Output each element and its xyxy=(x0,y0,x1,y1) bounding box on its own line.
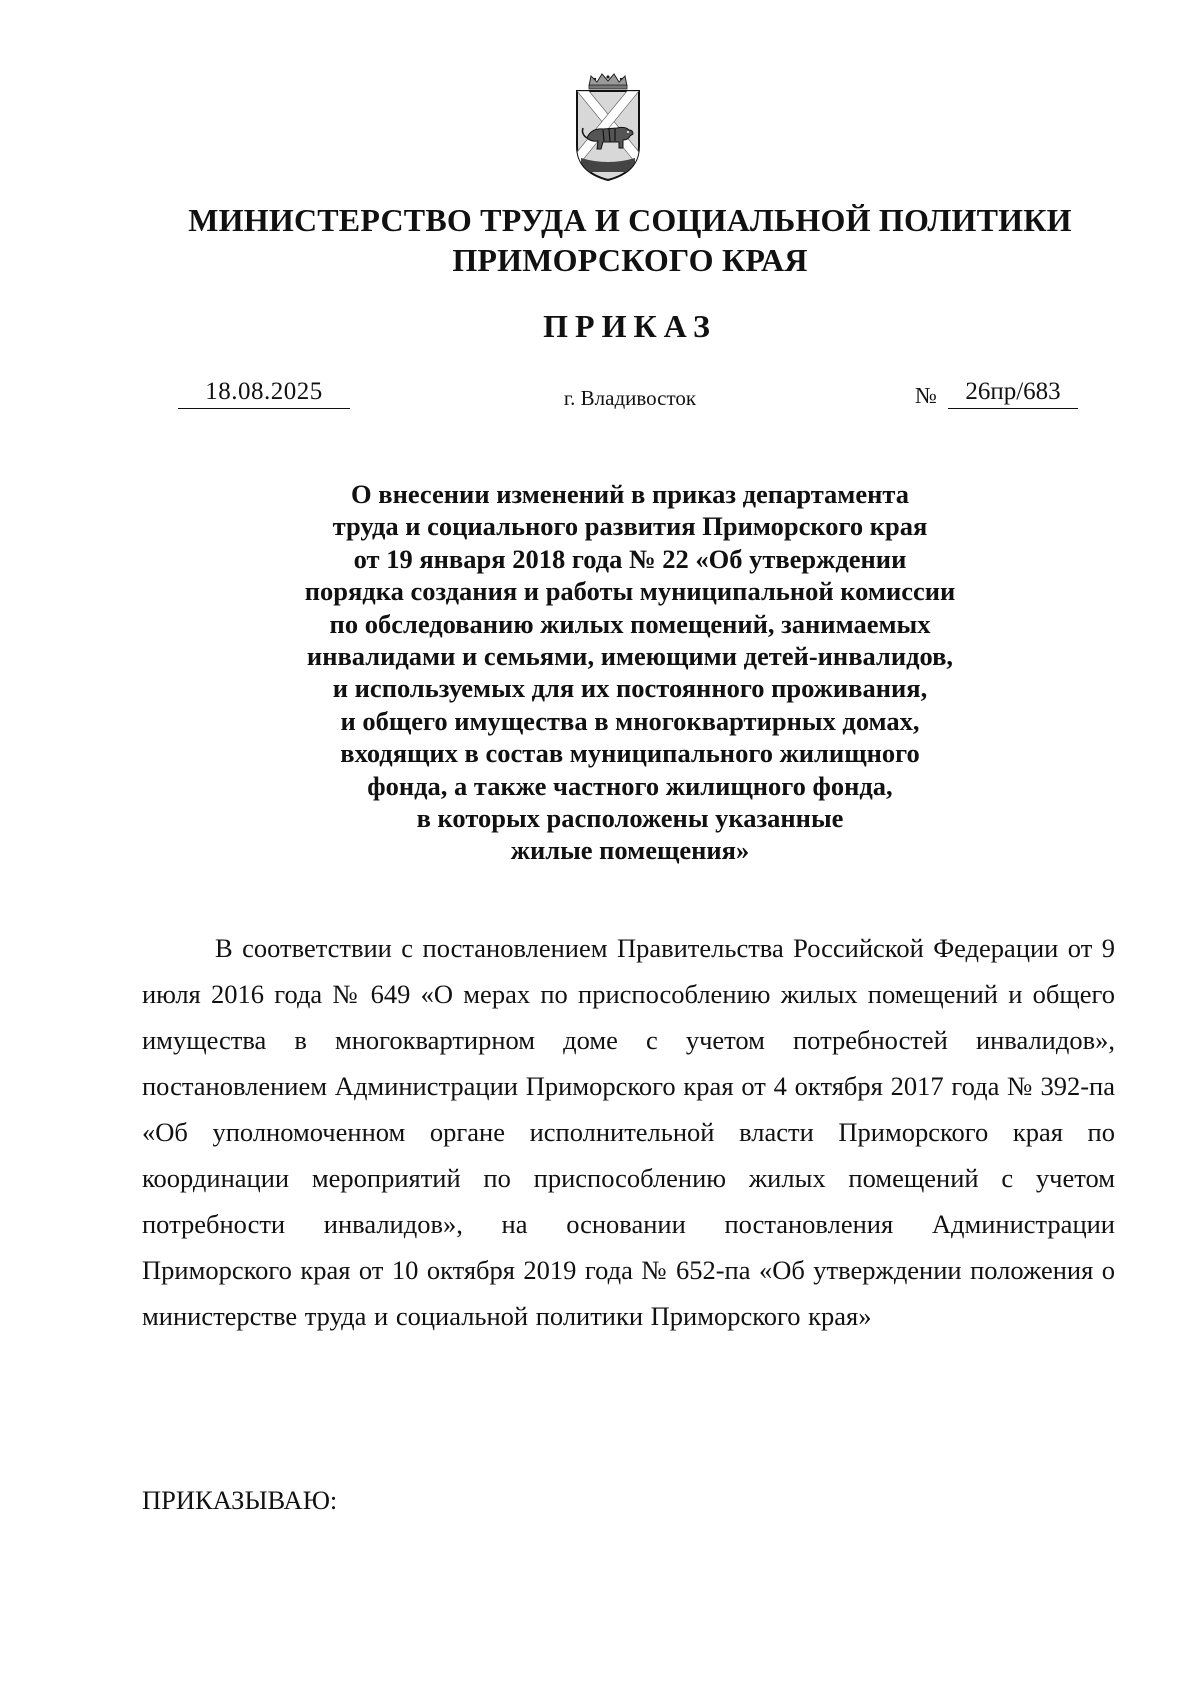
subject-line: труда и социального развития Приморского края xyxy=(332,511,928,542)
ministry-name-line1: МИНИСТЕРСТВО ТРУДА И СОЦИАЛЬНОЙ ПОЛИТИКИ xyxy=(188,202,1072,238)
subject-line: по обследованию жилых помещений, занимаемых xyxy=(329,608,931,639)
crown-icon xyxy=(589,74,627,89)
order-verb: ПРИКАЗЫВАЮ: xyxy=(142,1485,338,1515)
subject-line: жилые помещения» xyxy=(510,835,750,866)
subject-line: порядка создания и работы муниципальной комиссии xyxy=(304,576,956,607)
coat-of-arms-icon xyxy=(573,72,643,184)
subject-line: инвалидами и семьями, имеющими детей-инвалидов, xyxy=(306,641,954,672)
document-number: 26пр/683 xyxy=(948,378,1078,409)
subject-line: фонда, а также частного жилищного фонда, xyxy=(367,770,893,801)
subject-line: от 19 января 2018 года № 22 «Об утверждении xyxy=(353,543,907,574)
subject-line: в которых расположены указанные xyxy=(416,803,844,834)
ministry-name xyxy=(100,200,1160,280)
document-date: 18.08.2025 xyxy=(178,378,350,409)
preamble-paragraph: В соответствии с постановлением Правительства Российской Федерации от 9 июля 2016 года № 649 «О мерах по приспособлению жилых помещений и общего имущества в многоквартирном доме с учетом потребностей инвалидов», постановлением Администрации Приморского края от 4 октября 2017 года № 392-па «Об уполномоченном органе исполнительной власти Приморского края по координации мероприятий по приспособлению жилых помещений с учетом потребности инвалидов», на основании постановления Администрации Приморского края от 10 октября 2019 года № 652-па «Об утверждении положения о министерстве труда и социальной политики Приморского края» xyxy=(142,933,1115,1331)
ministry-name-line2: ПРИМОРСКОГО КРАЯ xyxy=(452,242,808,278)
number-sign: № xyxy=(915,383,937,408)
subject-line: О внесении изменений в приказ департамента xyxy=(351,479,909,509)
subject-line: и общего имущества в многоквартирных домах, xyxy=(340,705,920,736)
document-city: г. Владивосток xyxy=(563,386,697,410)
subject-line: входящих в состав муниципального жилищного xyxy=(340,738,920,769)
document-type: ПРИКАЗ xyxy=(543,308,717,344)
subject-line: и используемых для их постоянного проживания, xyxy=(332,673,928,704)
document-subject xyxy=(200,478,1060,867)
